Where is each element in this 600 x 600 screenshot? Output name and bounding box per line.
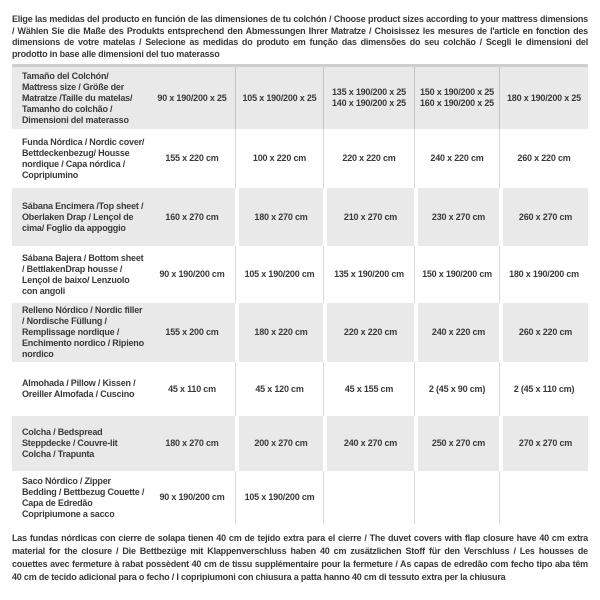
size-value-cell: 160 x 270 cm bbox=[149, 188, 235, 246]
size-value-cell: 180 x 220 cm bbox=[235, 303, 323, 362]
size-value-cell: 250 x 270 cm bbox=[414, 416, 499, 471]
size-value-cell: 90 x 190/200 cm bbox=[159, 492, 225, 503]
size-value-cell: 240 x 270 cm bbox=[323, 416, 414, 471]
size-value-cell: 180 x 270 cm bbox=[235, 188, 323, 246]
size-value-line: 135 x 190/200 x 25 bbox=[332, 87, 406, 98]
size-value-cell bbox=[499, 471, 588, 524]
size-value-cell: 200 x 270 cm bbox=[235, 416, 323, 471]
size-value-cell: 260 x 220 cm bbox=[499, 129, 588, 188]
size-value-cell: 155 x 200 cm bbox=[149, 303, 235, 362]
intro-text: Elige las medidas del producto en función de las dimensiones de tu colchón / Choose product sizes according to your mattress dimensions / Wählen Sie die Maße des Produkts entsprechend den Abmessungen Ihrer Matratze / Choisissez les mesures de l'article en fonction des dimensions de votre matelas / Selecione as medidas do produto em função das dimensões do seu colchão / Scegli le dimensioni del prodotto in base alle dimensioni del tuo materasso bbox=[12, 14, 588, 59]
size-value-cell: 45 x 110 cm bbox=[168, 383, 216, 394]
size-value-cell: 220 x 220 cm bbox=[323, 129, 414, 188]
size-value-cell: 105 x 190/200 cm bbox=[235, 246, 323, 303]
row-label: Funda Nórdica / Nordic cover/ Bettdeckenbezug/ Housse nordique / Capa nórdica / Copripiumino bbox=[22, 136, 145, 180]
row-label: Sábana Encimera /Top sheet / Oberlaken Drap / Lençol de cima/ Foglio da appoggio bbox=[12, 188, 149, 246]
row-label: Colcha / Bedspread Steppdecke / Couvre-lit Colcha / Trapunta bbox=[12, 416, 149, 471]
size-value-cell bbox=[414, 67, 499, 129]
size-value-cell: 105 x 190/200 x 25 bbox=[235, 67, 323, 129]
size-value-cell: 260 x 220 cm bbox=[499, 303, 588, 362]
size-value-cell: 180 x 190/200 cm bbox=[499, 246, 588, 303]
row-label: Almohada / Pillow / Kissen / Oreiller Almofada / Cuscino bbox=[22, 378, 136, 400]
size-value-cell: 240 x 220 cm bbox=[414, 303, 499, 362]
size-value-cell: 135 x 190/200 cm bbox=[323, 246, 414, 303]
size-value-cell: 2 (45 x 90 cm) bbox=[414, 362, 499, 416]
size-value-cell: 210 x 270 cm bbox=[323, 188, 414, 246]
size-value-line: 150 x 190/200 x 25 bbox=[420, 87, 494, 98]
size-guide-page bbox=[0, 14, 600, 584]
size-value-cell: 270 x 270 cm bbox=[499, 416, 588, 471]
size-value-cell: 45 x 120 cm bbox=[235, 362, 323, 416]
size-value-cell: 260 x 270 cm bbox=[499, 188, 588, 246]
table-row bbox=[12, 471, 588, 524]
size-value-cell: 90 x 190/200 x 25 bbox=[149, 67, 235, 129]
size-value-cell: 45 x 155 cm bbox=[323, 362, 414, 416]
size-value-line: 140 x 190/200 x 25 bbox=[332, 98, 406, 109]
size-value-cell bbox=[323, 471, 414, 524]
row-label: Saco Nórdico / Zipper Bedding / Bettbezug Couette / Capa de Edredão Copripiumone a sacco bbox=[22, 475, 145, 519]
footnote-text: Las fundas nórdicas con cierre de solapa tienen 40 cm de tejido extra para el cierre / The duvet covers with flap closure have 40 cm extra material for the closure / Die Bettbezüge mit Klappenverschluss haben 40 cm zusätzlichen Stoff für den Verschluss / Les housses de couettes avec fermeture à rabat possèdent 40 cm de tissu supplémentaire pour la fermeture / As capas de edredão com fecho tipo aba têm 40 cm de tecido adicional para o fecho / I copripiumoni con chiusura a patta hanno 40 cm di tessuto extra per la chiusura bbox=[12, 533, 588, 583]
row-label: Tamaño del Colchón/ Mattress size / Größe der Matratze /Taille du matelas/ Tamanho do colchão / Dimensioni del materasso bbox=[12, 67, 149, 129]
table-row bbox=[12, 246, 588, 303]
table-row bbox=[12, 416, 588, 471]
row-label: Relleno Nórdico / Nordic filler / Nordische Füllung / Remplissage nordique / Enchimento nordico / Ripieno nordico bbox=[12, 303, 149, 362]
size-value-line: 160 x 190/200 x 25 bbox=[420, 98, 494, 109]
row-label: Sábana Bajera / Bottom sheet / BettlakenDrap housse / Lençol de baixo/ Lenzuolo con angoli bbox=[22, 252, 144, 296]
size-value-cell bbox=[323, 67, 414, 129]
size-value-cell: 155 x 220 cm bbox=[165, 153, 219, 164]
size-value-cell: 230 x 270 cm bbox=[414, 188, 499, 246]
size-value-cell: 220 x 220 cm bbox=[323, 303, 414, 362]
size-value-cell: 240 x 220 cm bbox=[414, 129, 499, 188]
table-row bbox=[12, 129, 588, 188]
size-value-cell: 90 x 190/200 cm bbox=[159, 269, 225, 280]
product-size-table bbox=[12, 64, 588, 524]
size-value-cell: 2 (45 x 110 cm) bbox=[499, 362, 588, 416]
size-value-cell: 150 x 190/200 cm bbox=[414, 246, 499, 303]
size-value-cell: 180 x 190/200 x 25 bbox=[499, 67, 588, 129]
table-row bbox=[12, 303, 588, 362]
size-value-cell bbox=[414, 471, 499, 524]
table-header-row bbox=[12, 67, 588, 129]
size-value-cell: 100 x 220 cm bbox=[235, 129, 323, 188]
size-value-cell: 180 x 270 cm bbox=[149, 416, 235, 471]
table-row bbox=[12, 188, 588, 246]
size-value-cell: 105 x 190/200 cm bbox=[235, 471, 323, 524]
table-row bbox=[12, 362, 588, 416]
